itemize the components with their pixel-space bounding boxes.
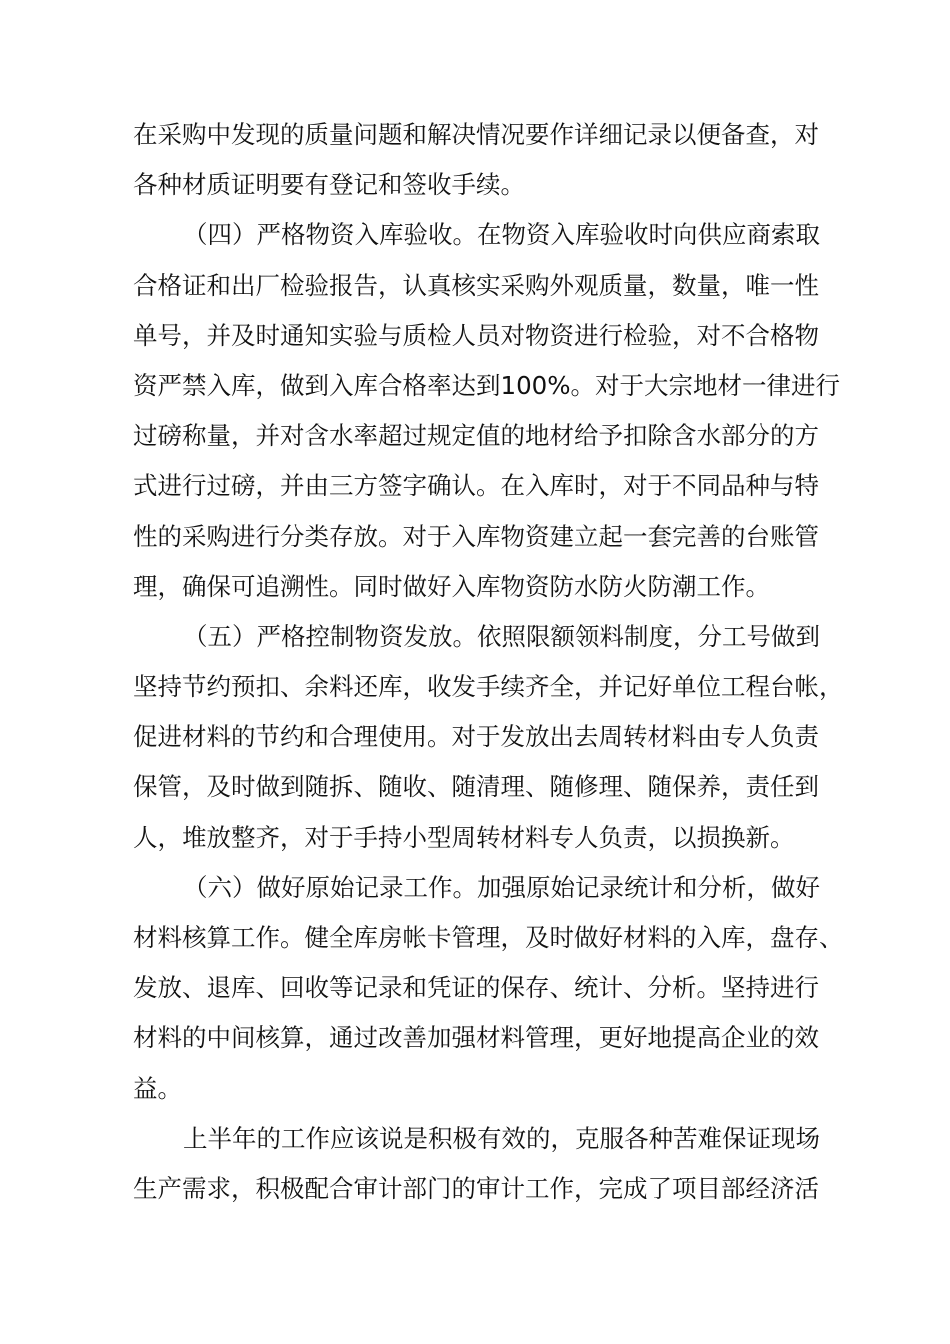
paragraph-line: 生产需求，积极配合审计部门的审计工作，完成了项目部经济活 xyxy=(133,1173,819,1203)
paragraph-line: 在采购中发现的质量问题和解决情况要作详细记录以便备查，对 xyxy=(133,120,819,149)
paragraph-first-line: （四）严格物资入库验收。在物资入库验收时向供应商索取 xyxy=(183,220,820,250)
paragraph-line: 性的采购进行分类存放。对于入库物资建立起一套完善的台账管 xyxy=(133,521,819,551)
paragraph-line: 坚持节约预扣、余料还库，收发手续齐全，并记好单位工程台帐， xyxy=(133,672,844,702)
paragraph-line: 材料核算工作。健全库房帐卡管理，及时做好材料的入库，盘存、 xyxy=(133,923,844,952)
paragraph-line: 式进行过磅，并由三方签字确认。在入库时，对于不同品种与特 xyxy=(133,471,819,501)
paragraph-line: 保管，及时做到随拆、随收、随清理、随修理、随保养，责任到 xyxy=(133,772,819,802)
paragraph-line: 人，堆放整齐，对于手持小型周转材料专人负责，以损换新。 xyxy=(133,822,795,852)
paragraph-line: 各种材质证明要有登记和签收手续。 xyxy=(133,170,525,200)
paragraph-first-line: 上半年的工作应该说是积极有效的，克服各种苦难保证现场 xyxy=(183,1123,820,1153)
paragraph-line: 发放、退库、回收等记录和凭证的保存、统计、分析。坚持进行 xyxy=(133,973,819,1003)
paragraph-line: 促进材料的节约和合理使用。对于发放出去周转材料由专人负责 xyxy=(133,722,819,752)
paragraph-line: 单号，并及时通知实验与质检人员对物资进行检验，对不合格物 xyxy=(133,320,819,350)
paragraph-line: 益。 xyxy=(133,1073,182,1103)
paragraph-line: 资严禁入库，做到入库合格率达到100%。对于大宗地材一律进行 xyxy=(133,370,841,400)
paragraph-line: 材料的中间核算，通过改善加强材料管理，更好地提高企业的效 xyxy=(133,1023,819,1053)
paragraph-line: 合格证和出厂检验报告，认真核实采购外观质量，数量，唯一性 xyxy=(133,270,819,300)
paragraph-line: 过磅称量，并对含水率超过规定值的地材给予扣除含水部分的方 xyxy=(133,421,819,451)
paragraph-first-line: （六）做好原始记录工作。加强原始记录统计和分析，做好 xyxy=(183,872,820,902)
paragraph-line: 理，确保可追溯性。同时做好入库物资防水防火防潮工作。 xyxy=(133,571,770,601)
document-body xyxy=(133,110,844,1214)
paragraph-first-line: （五）严格控制物资发放。依照限额领料制度，分工号做到 xyxy=(183,621,820,651)
